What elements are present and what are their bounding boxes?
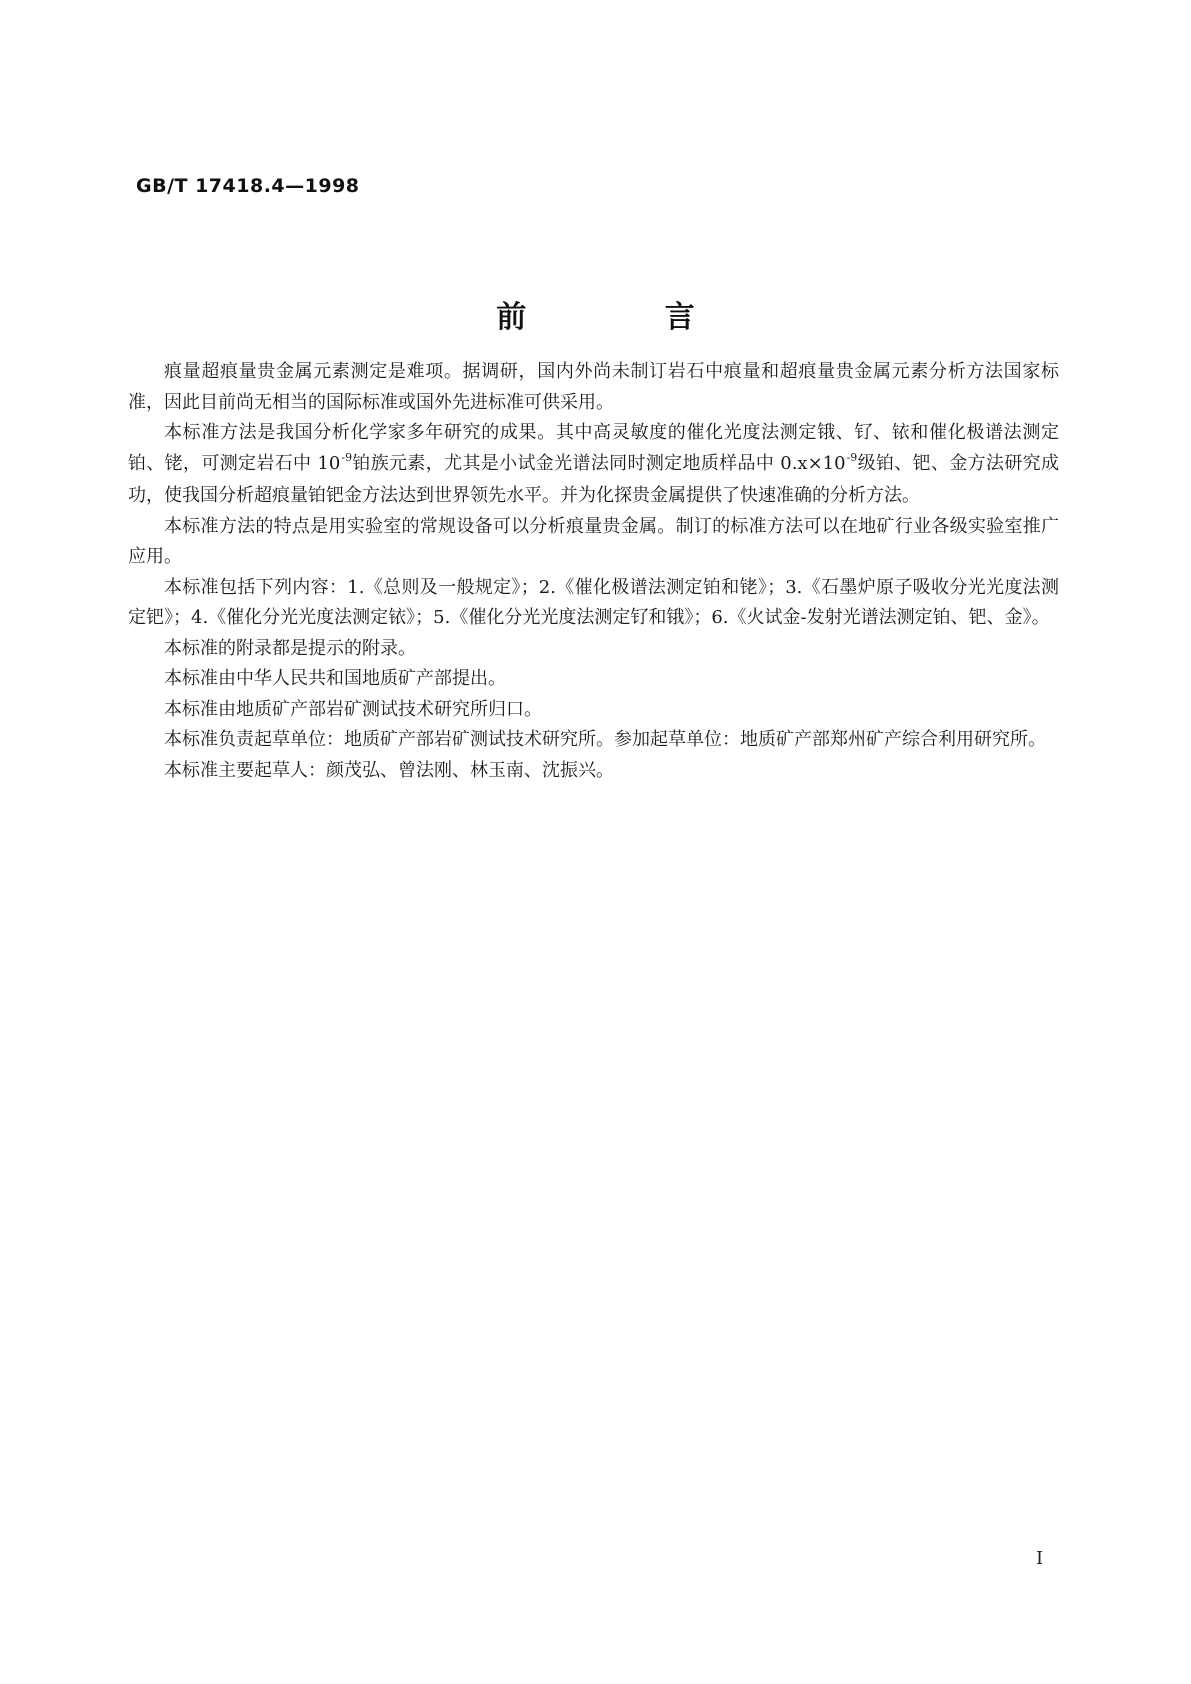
paragraph-5: 本标准的附录都是提示的附录。 xyxy=(164,637,416,659)
standard-code-header: GB/T 17418.4—1998 xyxy=(136,175,360,197)
paragraph-2 xyxy=(128,418,1059,512)
paragraph-4: 本标准包括下列内容：1.《总则及一般规定》；2.《催化极谱法测定铂和铑》；3.《石墨炉原子吸收分光光度法测定钯》；4.《催化分光光度法测定铱》；5.《催化分光光度法测定钌和锇》；6.《火试金-发射光谱法测定铂、钯、金》。 xyxy=(128,576,1059,628)
paragraph-7: 本标准由地质矿产部岩矿测试技术研究所归口。 xyxy=(164,698,542,720)
paragraph-3: 本标准方法的特点是用实验室的常规设备可以分析痕量贵金属。制订的标准方法可以在地矿行业各级实验室推广应用。 xyxy=(128,515,1059,567)
exponent-2: -9 xyxy=(846,450,858,464)
paragraph-8: 本标准负责起草单位：地质矿产部岩矿测试技术研究所。参加起草单位：地质矿产部郑州矿产综合利用研究所。 xyxy=(164,729,1046,750)
page-title: 前 言 xyxy=(496,300,759,335)
document-body xyxy=(128,357,1059,786)
paragraph-1: 痕量超痕量贵金属元素测定是难项。据调研，国内外尚未制订岩石中痕量和超痕量贵金属元素分析方法国家标准，因此目前尚无相当的国际标准或国外先进标准可供采用。 xyxy=(128,361,1059,413)
paragraph-2-part-2: 铂族元素，尤其是小试金光谱法同时测定地质样品中 0.x×10 xyxy=(352,452,846,474)
exponent-1: -9 xyxy=(341,450,353,464)
paragraph-6: 本标准由中华人民共和国地质矿产部提出。 xyxy=(164,668,506,689)
page-number: I xyxy=(1036,1548,1044,1569)
paragraph-2-part-3: 级铂、钯、金方法研究成功，使我国分析超痕量铂钯金方法达到世界领先水平。并为化探贵金属提供了快速准确的分析方法。 xyxy=(128,452,1060,506)
paragraph-2-part-1: 本标准方法是我国分析化学家多年研究的成果。其中高灵敏度的催化光度法测定锇、钌、铱和催化极谱法测定铂、铑，可测定岩石中 10 xyxy=(128,422,1059,474)
paragraph-9: 本标准主要起草人：颜茂弘、曾法刚、林玉南、沈振兴。 xyxy=(164,759,614,781)
